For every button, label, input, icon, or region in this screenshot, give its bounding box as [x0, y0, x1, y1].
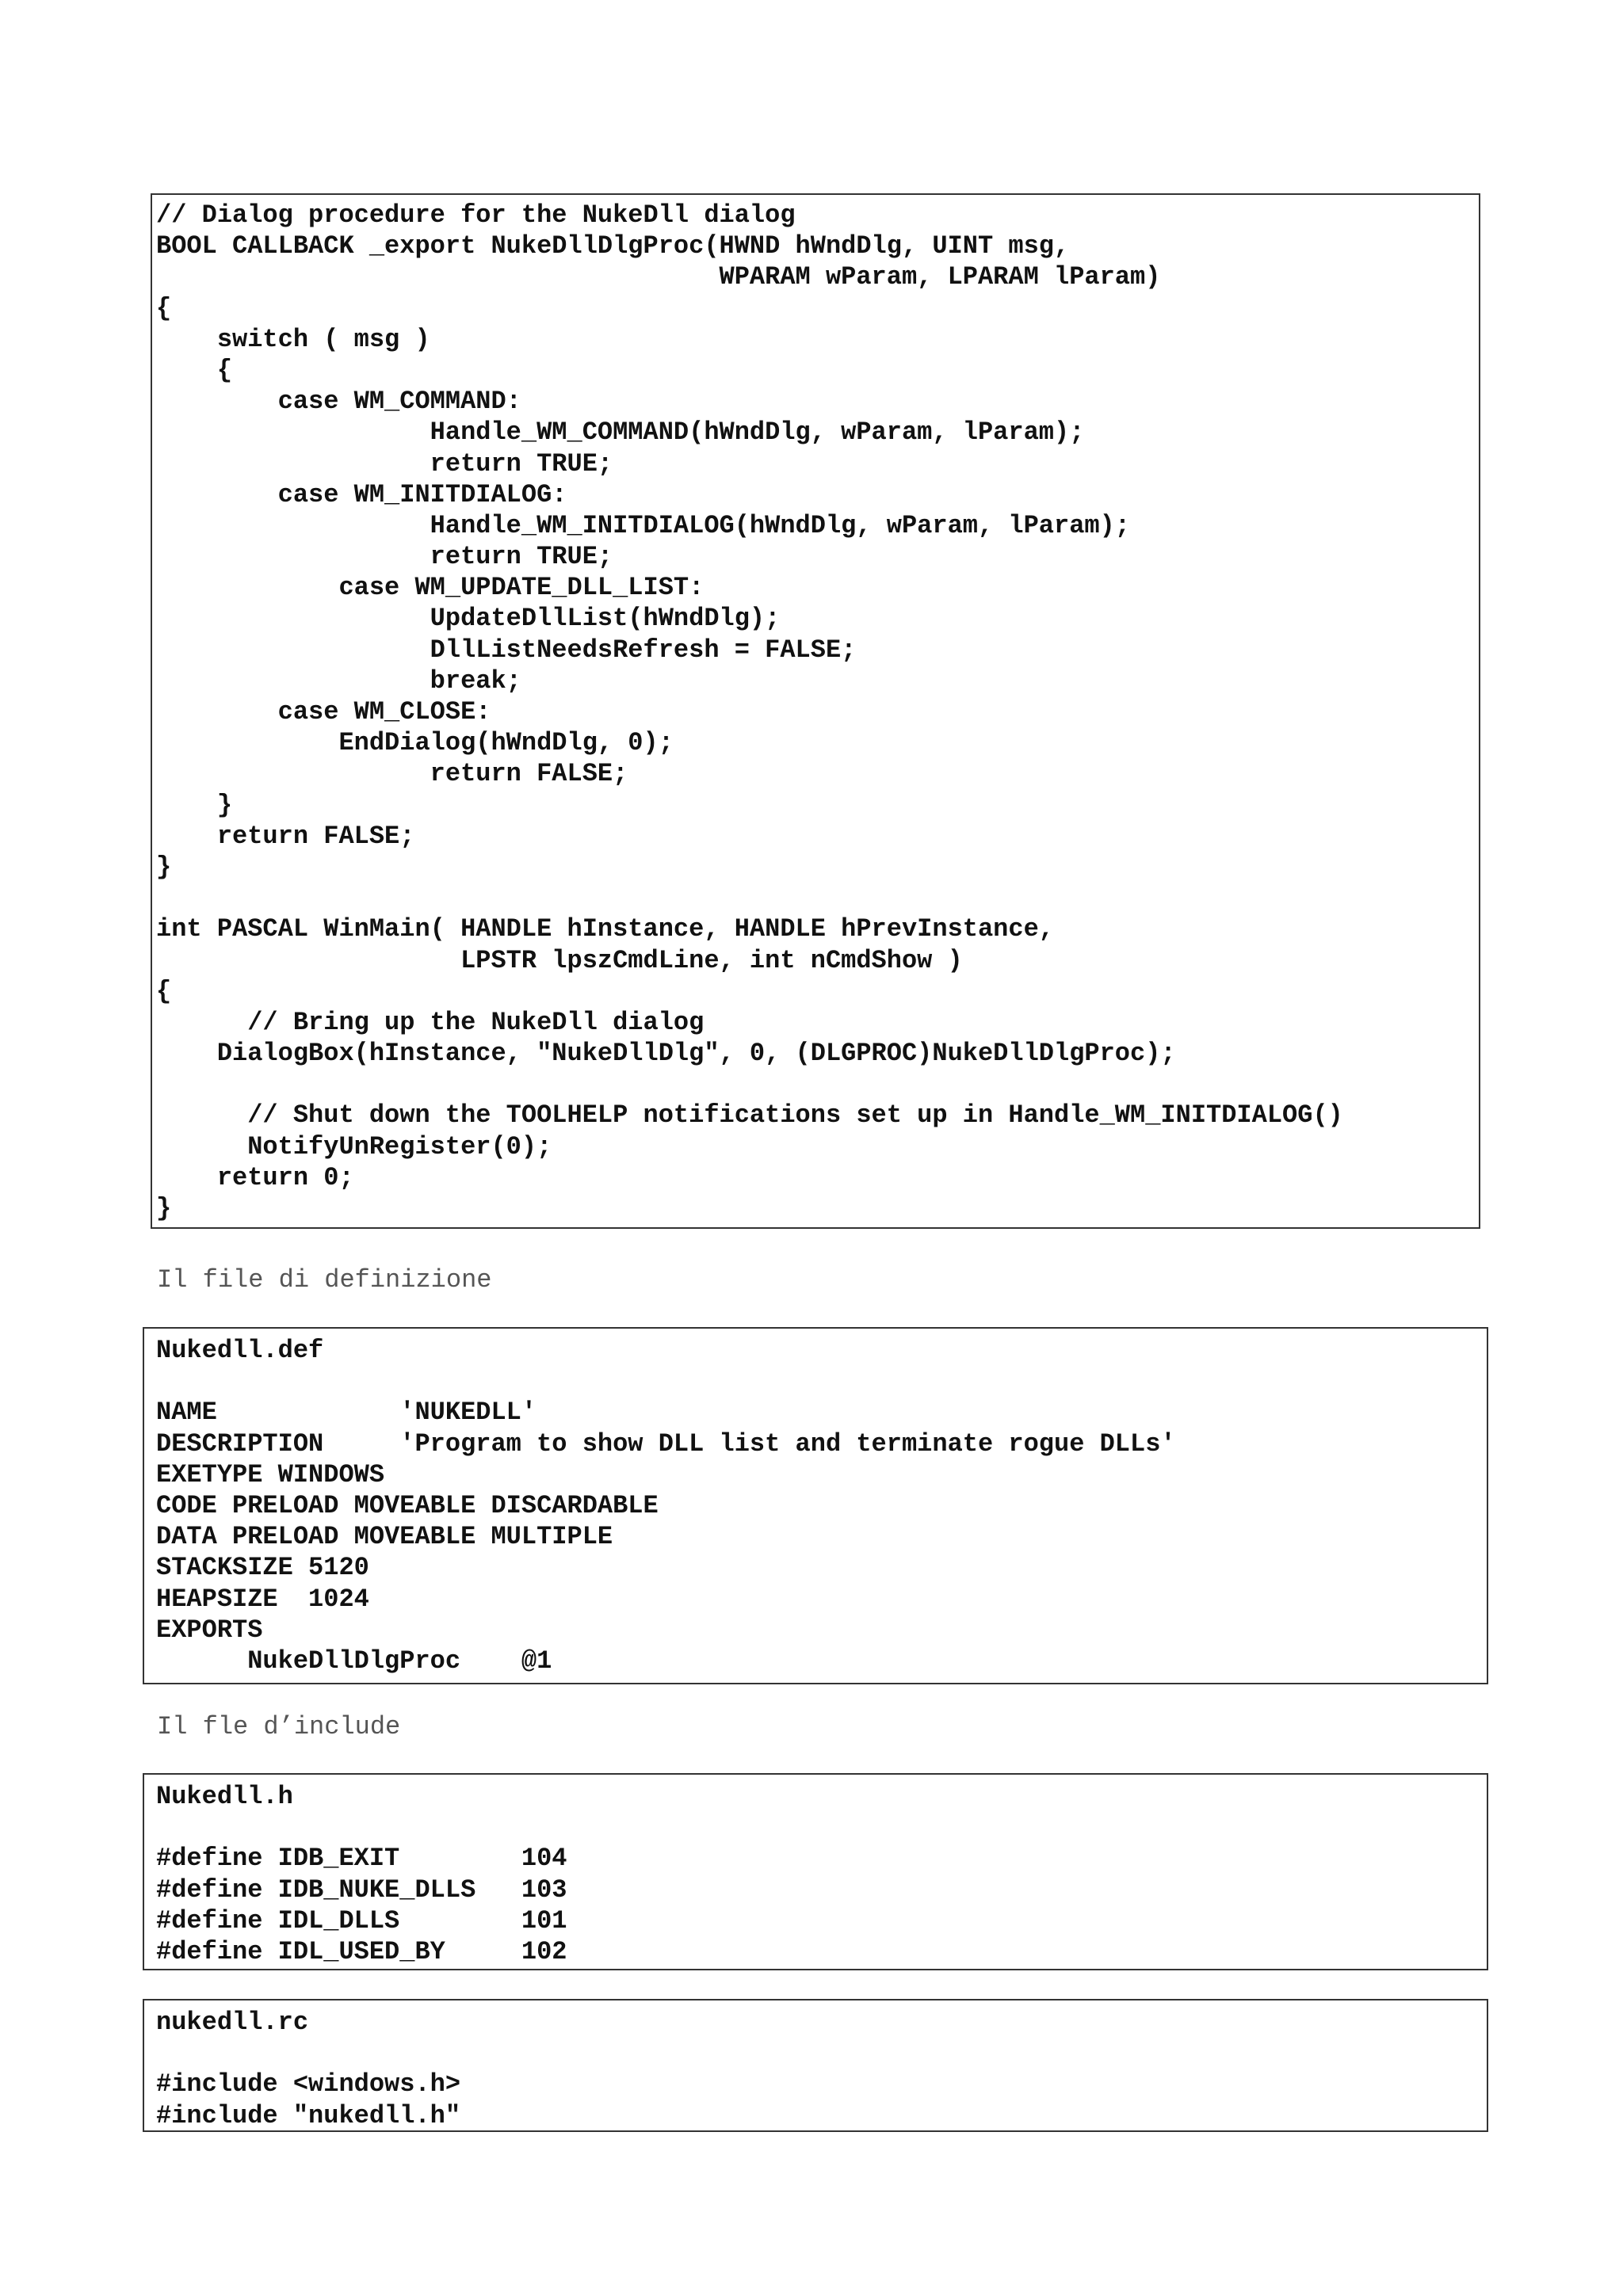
code-line: case WM_CLOSE: — [156, 697, 491, 727]
code-listing — [156, 1335, 1176, 1676]
code-line: return TRUE; — [156, 448, 613, 479]
code-line — [156, 1366, 1176, 1397]
code-listing — [156, 200, 1343, 1224]
code-line: #define IDL_USED_BY 102 — [156, 1936, 567, 1966]
code-line: Handle_WM_COMMAND(hWndDlg, wParam, lParam); — [156, 418, 1085, 448]
code-line: int PASCAL WinMain( HANDLE hInstance, HANDLE hPrevInstance, — [156, 914, 1054, 944]
code-line: case WM_UPDATE_DLL_LIST: — [156, 573, 705, 603]
code-line: NotifyUnRegister(0); — [156, 1131, 552, 1161]
code-box-rc-file — [143, 1999, 1488, 2132]
code-line: return 0; — [156, 1162, 354, 1192]
code-line: // Dialog procedure for the NukeDll dialog — [156, 200, 796, 230]
code-line: CODE PRELOAD MOVEABLE DISCARDABLE — [156, 1490, 659, 1520]
code-line: DATA PRELOAD MOVEABLE MULTIPLE — [156, 1522, 613, 1552]
code-line: NukeDllDlgProc @1 — [156, 1646, 552, 1676]
code-line: { — [156, 355, 233, 385]
code-line: case WM_COMMAND: — [156, 387, 521, 417]
code-line: } — [156, 852, 172, 882]
code-line: DllListNeedsRefresh = FALSE; — [156, 635, 857, 665]
code-line: { — [156, 293, 172, 323]
code-line: EXETYPE WINDOWS — [156, 1459, 385, 1489]
caption-include-file: Il fle d’include — [157, 1712, 401, 1741]
code-line: #define IDL_DLLS 101 — [156, 1905, 567, 1936]
code-line: DialogBox(hInstance, "NukeDllDlg", 0, (DLGPROC)NukeDllDlgProc); — [156, 1039, 1176, 1069]
code-line: Nukedll.def — [156, 1336, 324, 1365]
code-line: return FALSE; — [156, 759, 628, 789]
code-line: #define IDB_NUKE_DLLS 103 — [156, 1875, 567, 1905]
code-listing — [156, 2007, 460, 2131]
code-listing — [156, 1781, 567, 1967]
code-line — [156, 883, 1343, 913]
code-line — [156, 1812, 567, 1843]
code-line: } — [156, 1194, 172, 1223]
code-line — [156, 1069, 1343, 1100]
code-box-header-file — [143, 1773, 1488, 1970]
code-line: BOOL CALLBACK _export NukeDllDlgProc(HWND hWndDlg, UINT msg, — [156, 231, 1070, 261]
code-line: #include "nukedll.h" — [156, 2100, 461, 2130]
code-line: return TRUE; — [156, 542, 613, 572]
code-line — [156, 2038, 460, 2069]
code-line: // Bring up the NukeDll dialog — [156, 1007, 705, 1037]
code-line: Handle_WM_INITDIALOG(hWndDlg, wParam, lParam); — [156, 510, 1130, 540]
code-line: return FALSE; — [156, 821, 415, 851]
code-line: HEAPSIZE 1024 — [156, 1584, 369, 1614]
code-line: UpdateDllList(hWndDlg); — [156, 604, 781, 634]
code-line: } — [156, 790, 233, 820]
code-line: EndDialog(hWndDlg, 0); — [156, 728, 674, 758]
code-box-def-file — [143, 1327, 1488, 1684]
code-line: { — [156, 976, 172, 1006]
code-line: LPSTR lpszCmdLine, int nCmdShow ) — [156, 945, 963, 975]
code-line: #include <windows.h> — [156, 2069, 461, 2100]
code-line: break; — [156, 666, 521, 696]
code-line: Nukedll.h — [156, 1782, 293, 1811]
code-line: WPARAM wParam, LPARAM lParam) — [156, 262, 1161, 292]
code-line: STACKSIZE 5120 — [156, 1553, 369, 1583]
code-line: DESCRIPTION 'Program to show DLL list and terminate rogue DLLs' — [156, 1428, 1176, 1459]
code-line: #define IDB_EXIT 104 — [156, 1844, 567, 1874]
code-line: EXPORTS — [156, 1615, 263, 1645]
code-line: NAME 'NUKEDLL' — [156, 1398, 537, 1428]
code-line: switch ( msg ) — [156, 324, 430, 354]
code-line: case WM_INITDIALOG: — [156, 479, 567, 509]
caption-definition-file: Il file di definizione — [157, 1265, 492, 1295]
code-line: // Shut down the TOOLHELP notifications set up in Handle_WM_INITDIALOG() — [156, 1100, 1343, 1131]
code-line: nukedll.rc — [156, 2008, 309, 2037]
code-box-dialog-procedure — [151, 193, 1480, 1229]
